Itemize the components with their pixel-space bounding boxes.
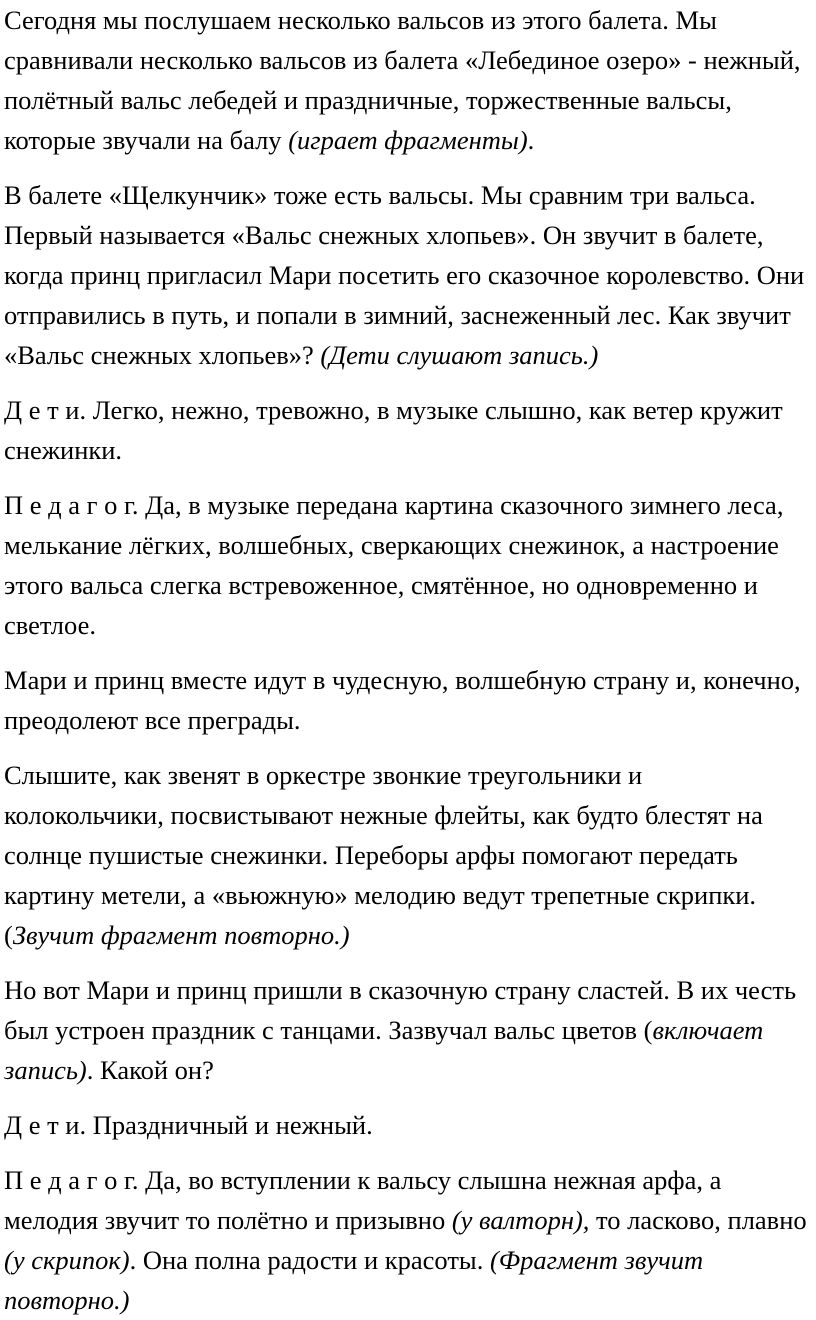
paragraph-text: . — [527, 125, 535, 155]
stage-direction: (Фрагмент звучит повторно.) — [4, 1245, 704, 1315]
paragraph-children-answer-2 — [4, 1105, 808, 1145]
stage-direction: (у валторн), — [451, 1205, 590, 1235]
paragraph-text: Мари и принц вместе идут в чудесную, волшебную страну и, конечно, преодолеют все преграды. — [4, 665, 801, 735]
paragraph-nutcracker-snowflakes — [4, 175, 808, 375]
paragraph-mari-prince — [4, 660, 808, 740]
paragraph-text: Слышите, как звенят в оркестре звонкие треугольники и колокольчики, посвистывают нежные флейты, как будто блестят на солнце пушистые снежинки. Переборы арфы помогают передать картину метели, а «вьюжную» мелодию ведут трепетные скрипки. ( — [4, 760, 763, 950]
paragraph-waltz-of-flowers — [4, 970, 808, 1090]
paragraph-text: В балете «Щелкунчик» тоже есть вальсы. Мы сравним три вальса. Первый называется «Вальс снежных хлопьев». Он звучит в балете, когда принц пригласил Мари посетить его сказочное королевство. Они отправились в путь, и попали в зимний, заснеженный лес. Как звучит «Вальс снежных хлопьев»? — [4, 180, 805, 370]
stage-direction: (у скрипок) — [4, 1245, 130, 1275]
stage-direction: Звучит фрагмент повторно.) — [12, 920, 350, 950]
speaker-label: П е д а г о г — [4, 490, 132, 520]
paragraph-text: Сегодня мы послушаем несколько вальсов из этого балета. Мы сравнивали несколько вальсов из балета «Лебединое озеро» - нежный, полётный вальс лебедей и праздничные, торжественные вальсы, которые звучали на балу — [4, 5, 801, 155]
paragraph-text: . Да, в музыке передана картина сказочного зимнего леса, мелькание лёгких, волшебных, сверкающих снежинок, а настроение этого вальса слегка встревоженное, смятённое, но одновременно и светлое. — [4, 490, 784, 640]
paragraph-text: . Праздничный и нежный. — [79, 1110, 373, 1140]
stage-direction: (Дети слушают запись.) — [320, 340, 599, 370]
paragraph-text: . Она полна радости и красоты. — [129, 1245, 490, 1275]
paragraph-text: . Какой он? — [86, 1055, 214, 1085]
paragraph-teacher-answer-2 — [4, 1160, 808, 1320]
paragraph-children-answer-1 — [4, 390, 808, 470]
paragraph-teacher-answer-1 — [4, 485, 808, 645]
speaker-label: П е д а г о г — [4, 1165, 132, 1195]
paragraph-orchestra — [4, 755, 808, 955]
stage-direction: включает запись) — [4, 1015, 764, 1085]
paragraph-text: Но вот Мари и принц пришли в сказочную страну сластей. В их честь был устроен праздник с танцами. Зазвучал вальс цветов ( — [4, 975, 797, 1045]
speaker-label: Д е т и — [4, 395, 80, 425]
paragraph-text: . Да, во вступлении к вальсу слышна нежная арфа, а мелодия звучит то полётно и призывно — [4, 1165, 722, 1235]
paragraph-text: . Легко, нежно, тревожно, в музыке слышно, как ветер кружит снежинки. — [4, 395, 783, 465]
speaker-label: Д е т и — [4, 1110, 80, 1140]
stage-direction: (играет фрагменты) — [288, 125, 528, 155]
paragraph-text: то ласково, плавно — [589, 1205, 807, 1235]
paragraph-intro-swan-lake — [4, 0, 808, 160]
